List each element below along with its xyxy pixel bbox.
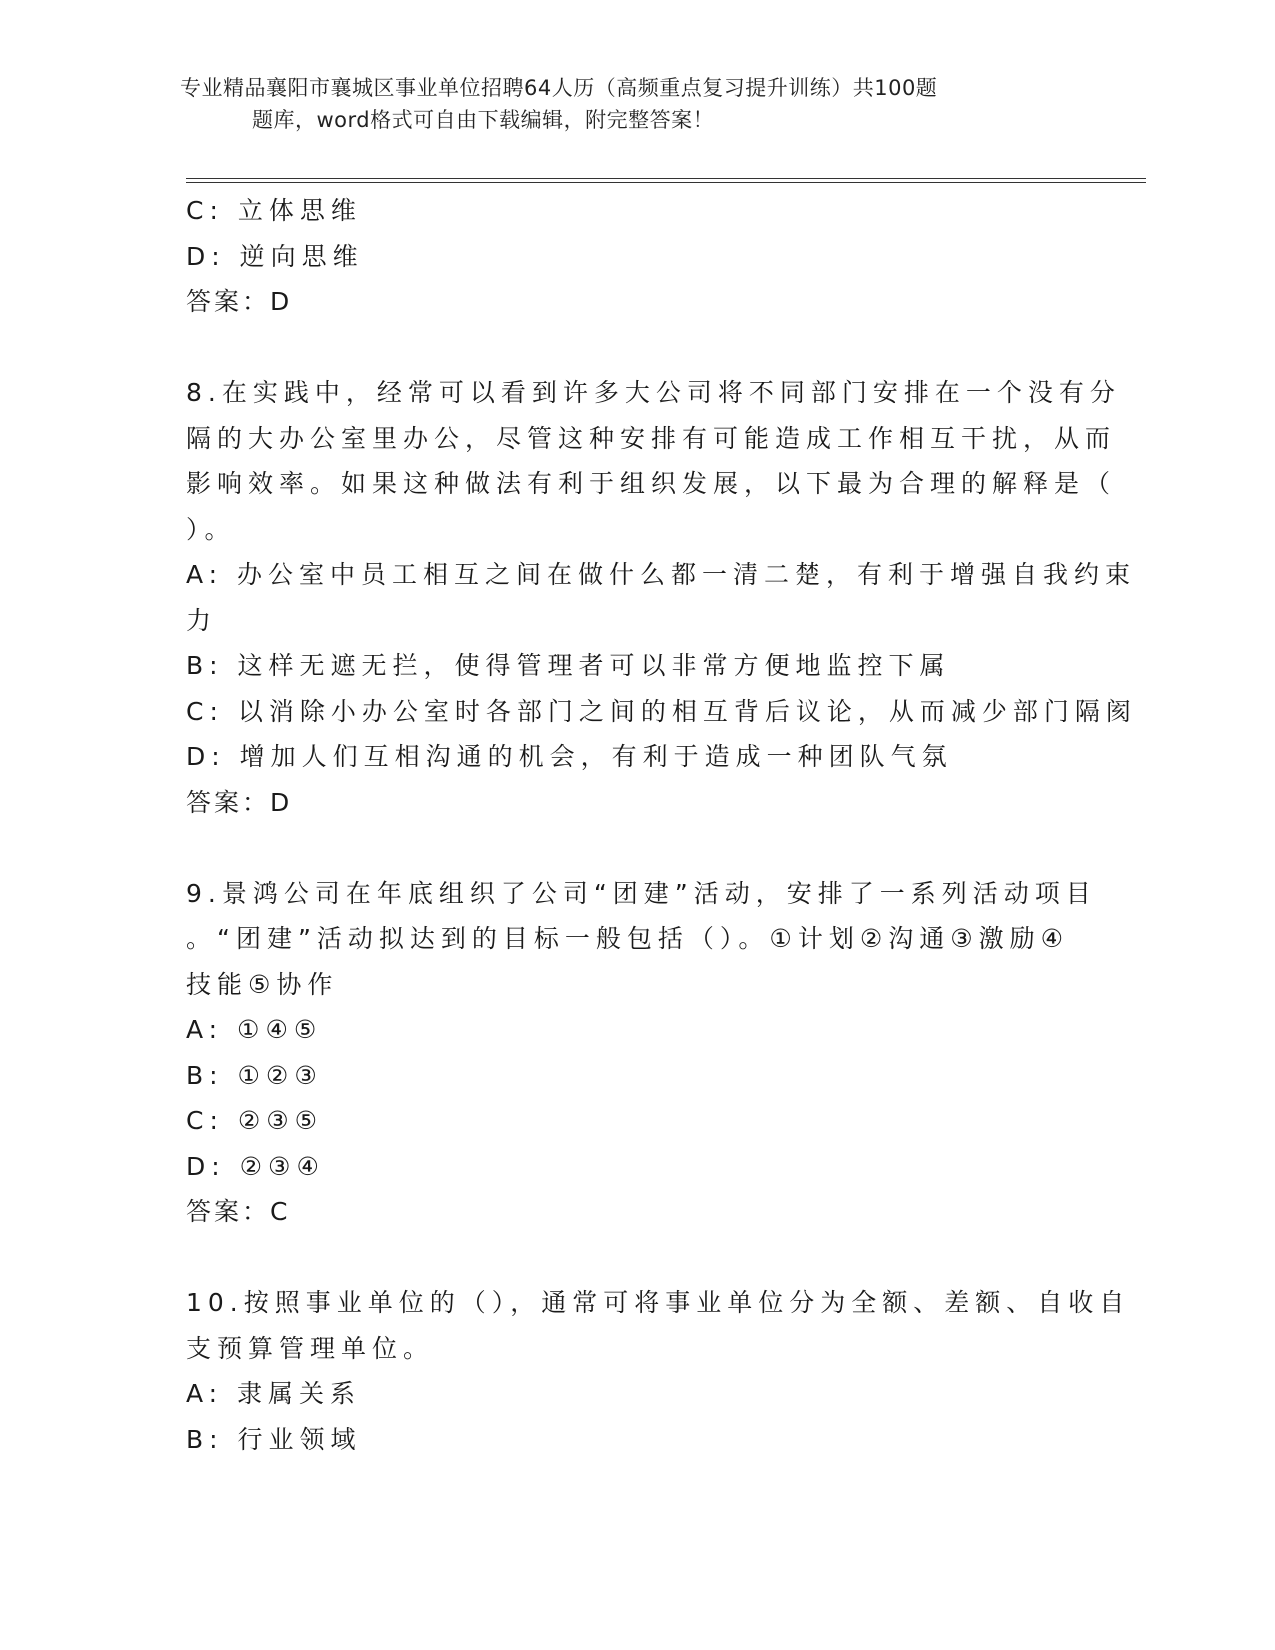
block-spacer <box>186 1235 1086 1281</box>
page-header <box>180 72 1060 136</box>
option-a-continued: 力 <box>186 605 218 635</box>
option-b: B: 行业领域 <box>186 1424 362 1454</box>
question-block-9 <box>186 871 1097 1235</box>
question-block-8 <box>186 370 1137 825</box>
option-d: D: 增加人们互相沟通的机会，有利于造成一种团队气氛 <box>186 742 953 771</box>
block-spacer <box>186 825 1086 871</box>
question-content <box>186 188 1137 1462</box>
header-rule-top <box>186 178 1146 179</box>
question-text-line: 支预算管理单位。 <box>186 1333 435 1363</box>
option-c: C: 立体思维 <box>186 196 362 225</box>
option-b: B: ①②③ <box>186 1060 323 1090</box>
answer-line: 答案：D <box>186 787 293 817</box>
header-rule-bottom <box>186 182 1146 183</box>
answer-line: 答案：C <box>186 1197 291 1226</box>
option-a: A: 办公室中员工相互之间在做什么都一清二楚，有利于增强自我约束 <box>186 560 1137 589</box>
question-block-10 <box>186 1280 1131 1462</box>
option-a: A: ①④⑤ <box>186 1015 323 1044</box>
option-d: D: 逆向思维 <box>186 241 364 271</box>
header-title-line1: 专业精品襄阳市襄城区事业单位招聘64人历（高频重点复习提升训练）共100题 <box>180 76 938 100</box>
option-d: D: ②③④ <box>186 1151 325 1181</box>
answer-line: 答案：D <box>186 287 293 316</box>
question-text-line: 技能⑤协作 <box>186 969 339 999</box>
question-text-line: 影响效率。如果这种做法有利于组织发展，以下最为合理的解释是（ <box>186 469 1117 498</box>
option-c: C: ②③⑤ <box>186 1106 324 1135</box>
question-text-line: 10.按照事业单位的（），通常可将事业单位分为全额、差额、自收自 <box>186 1288 1131 1317</box>
question-text-line: 8.在实践中，经常可以看到许多大公司将不同部门安排在一个没有分 <box>186 378 1121 407</box>
option-c: C: 以消除小办公室时各部门之间的相互背后议论，从而减少部门隔阂 <box>186 696 1137 726</box>
question-text-line: ）。 <box>186 514 236 544</box>
header-title-line2: 题库，word格式可自由下载编辑，附完整答案！ <box>252 108 715 132</box>
question-text-line: 9.景鸿公司在年底组织了公司“团建”活动，安排了一系列活动项目 <box>186 878 1097 908</box>
option-a: A: 隶属关系 <box>186 1379 362 1408</box>
question-text-line: 。“团建”活动拟达到的目标一般包括（）。①计划②沟通③激励④ <box>186 924 1070 953</box>
question-text-line: 隔的大办公室里办公，尽管这种安排有可能造成工作相互干扰，从而 <box>186 423 1117 453</box>
option-b: B: 这样无遮无拦，使得管理者可以非常方便地监控下属 <box>186 651 951 680</box>
block-spacer <box>186 325 1086 371</box>
question-block-7 <box>186 188 1086 325</box>
